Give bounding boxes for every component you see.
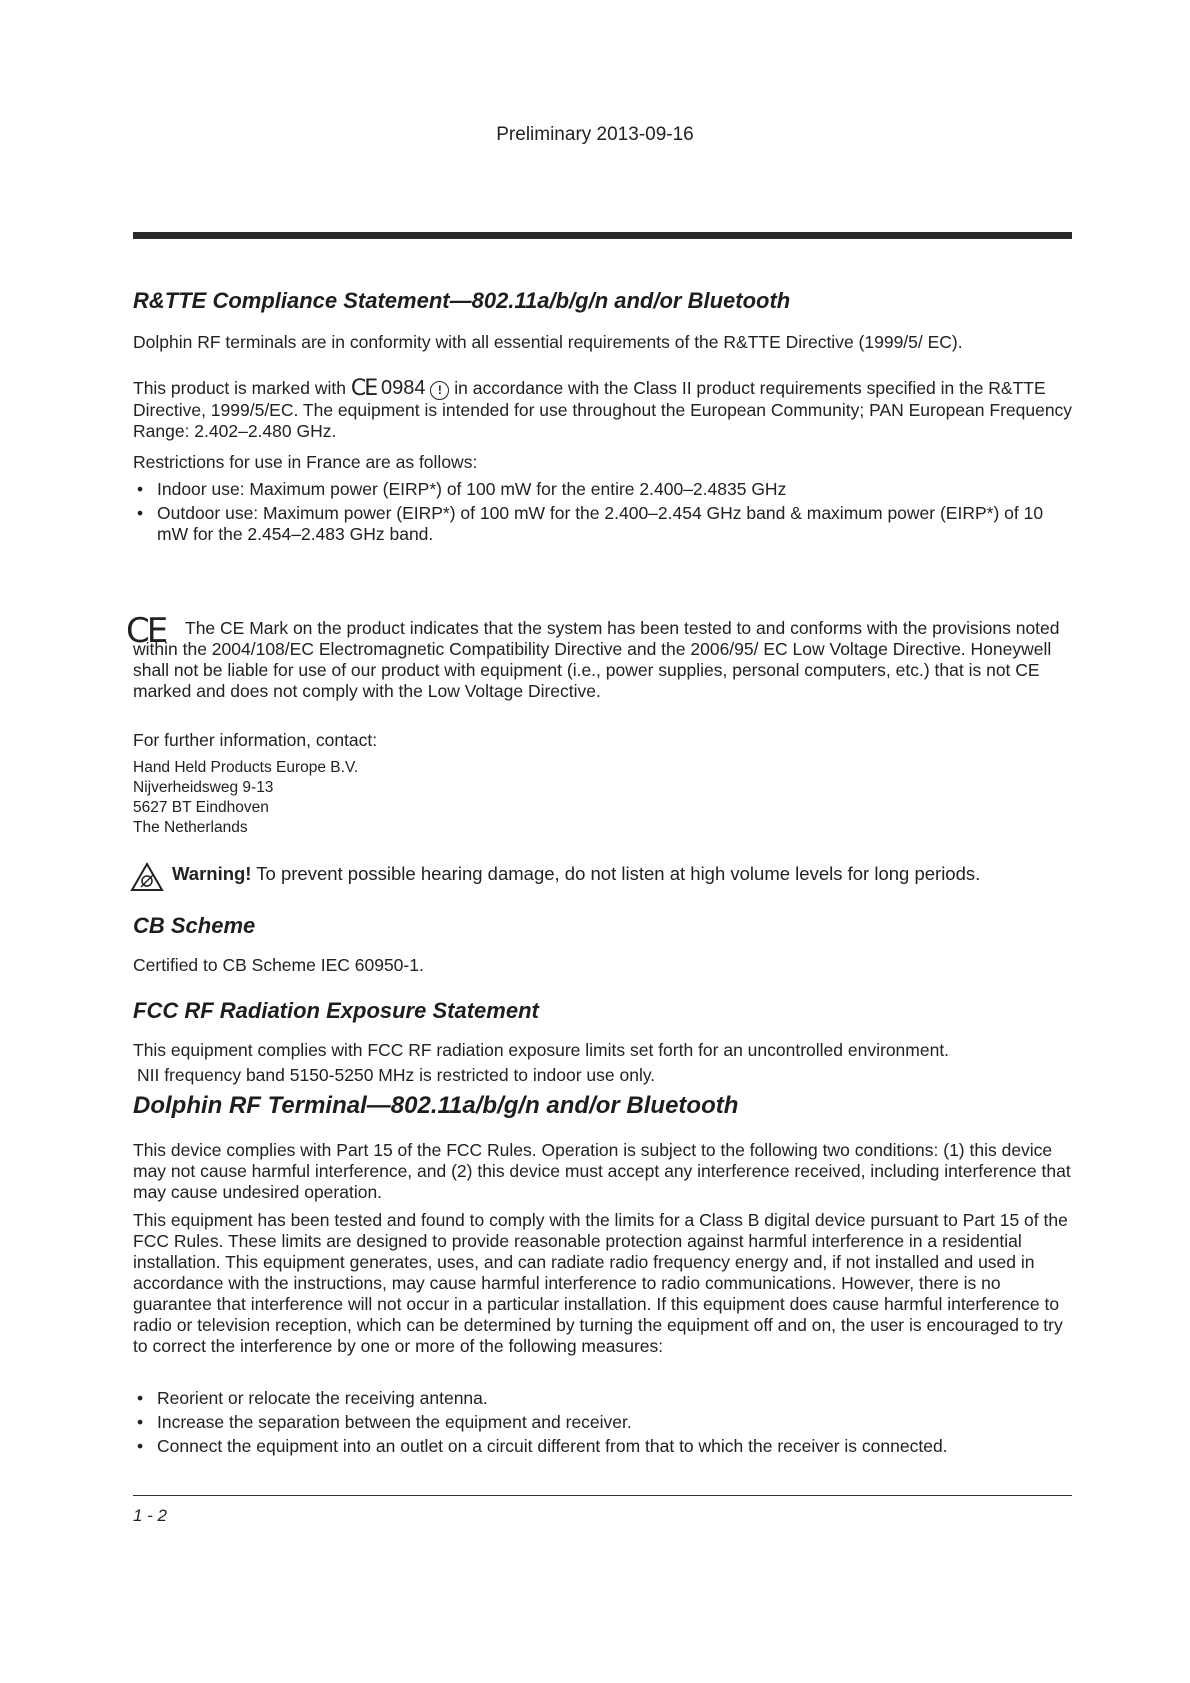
ce-mark-large-icon: CE <box>126 611 166 651</box>
warning-paragraph <box>172 863 1072 884</box>
address-line: 5627 BT Eindhoven <box>133 799 269 816</box>
dolphin-bullet-1: • Reorient or relocate the receiving antenna. <box>133 1388 1073 1409</box>
rtte-bullet-1: • Indoor use: Maximum power (EIRP*) of 100 mW for the entire 2.400–2.4835 GHz <box>133 479 1073 500</box>
address-line: Hand Held Products Europe B.V. <box>133 759 359 776</box>
hearing-warning-icon <box>130 862 164 892</box>
rtte-paragraph-2 <box>133 378 1073 442</box>
dolphin-bullet-2: • Increase the separation between the equipment and receiver. <box>133 1412 1073 1433</box>
dolphin-paragraph-2: This equipment has been tested and found to comply with the limits for a Class B digital device pursuant to Part 15 of the FCC Rules. These limits are designed to provide reasonable protection against harmful interference in a residential installation. This equipment generates, uses, and can radiate radio frequency energy and, if not installed and used in accordance with the instructions, may cause harmful interference to radio communications. However, there is no guarantee that interference will not occur in a particular installation. If this equipment does cause harmful interference to radio or television reception, which can be determined by turning the equipment off and on, the user is encouraged to try to correct the interference by one or more of the following measures: <box>133 1210 1068 1356</box>
header-date: Preliminary 2013-09-16 <box>496 124 694 145</box>
alert-class-2-icon: ! <box>430 381 449 400</box>
rtte-heading: R&TTE Compliance Statement—802.11a/b/g/n and/or Bluetooth <box>133 288 791 313</box>
page-number: 1 - 2 <box>133 1506 168 1525</box>
rtte-bullet-2: • Outdoor use: Maximum power (EIRP*) of 100 mW for the 2.400–2.454 GHz band & maximum power (EIRP*) of 10 mW for the 2.454–2.483 GHz band. <box>133 503 1073 545</box>
fcc-rf-line-1: This equipment complies with FCC RF radiation exposure limits set forth for an uncontrolled environment. <box>133 1040 950 1060</box>
rtte-p2-after: in accordance with the Class II product requirements specified in the R&TTE Directive, 1999/5/EC. The equipment is intended for use throughout the European Community; PAN European Frequency Range: 2.402–2.480 GHz. <box>133 378 1073 441</box>
notified-body-number: 0984 <box>381 377 426 399</box>
dolphin-heading: Dolphin RF Terminal—802.11a/b/g/n and/or Bluetooth <box>133 1092 739 1119</box>
address-line: Nijverheidsweg 9-13 <box>133 779 274 796</box>
cb-text: Certified to CB Scheme IEC 60950-1. <box>133 955 424 975</box>
rtte-paragraph-1: Dolphin RF terminals are in conformity with all essential requirements of the R&TTE Directive (1999/5/ EC). <box>133 332 963 352</box>
rtte-p2-before: This product is marked with <box>133 378 351 398</box>
ce-mark-icon: CE <box>350 376 377 401</box>
ce-paragraph: The CE Mark on the product indicates that the system has been tested to and conforms with the provisions noted within the 2004/108/EC Electromagnetic Compatibility Directive and the 2006/95/ EC Low Voltage Directive. Honeywell shall not be liable for use of our product with equipment (i.e., power supplies, personal computers, etc.) that is not CE marked and does not comply with the Low Voltage Directive. <box>133 618 1060 701</box>
top-rule <box>133 232 1072 239</box>
dolphin-bullet-3: • Connect the equipment into an outlet on a circuit different from that to which the receiver is connected. <box>133 1436 1073 1457</box>
dolphin-paragraph-1: This device complies with Part 15 of the FCC Rules. Operation is subject to the following two conditions: (1) this device may not cause harmful interference, and (2) this device must accept any interference received, including interference that may cause undesired operation. <box>133 1140 1071 1202</box>
fcc-rf-line-2: NII frequency band 5150-5250 MHz is restricted to indoor use only. <box>137 1065 656 1085</box>
cb-heading: CB Scheme <box>133 913 256 938</box>
address-line: The Netherlands <box>133 819 248 836</box>
footer-rule <box>133 1495 1072 1496</box>
warning-text: To prevent possible hearing damage, do not listen at high volume levels for long periods. <box>251 863 981 884</box>
fcc-rf-heading: FCC RF Radiation Exposure Statement <box>133 998 539 1023</box>
rtte-paragraph-3: Restrictions for use in France are as follows: <box>133 452 478 472</box>
contact-intro: For further information, contact: <box>133 730 378 750</box>
warning-label: Warning! <box>172 863 252 884</box>
contact-address <box>133 758 358 838</box>
